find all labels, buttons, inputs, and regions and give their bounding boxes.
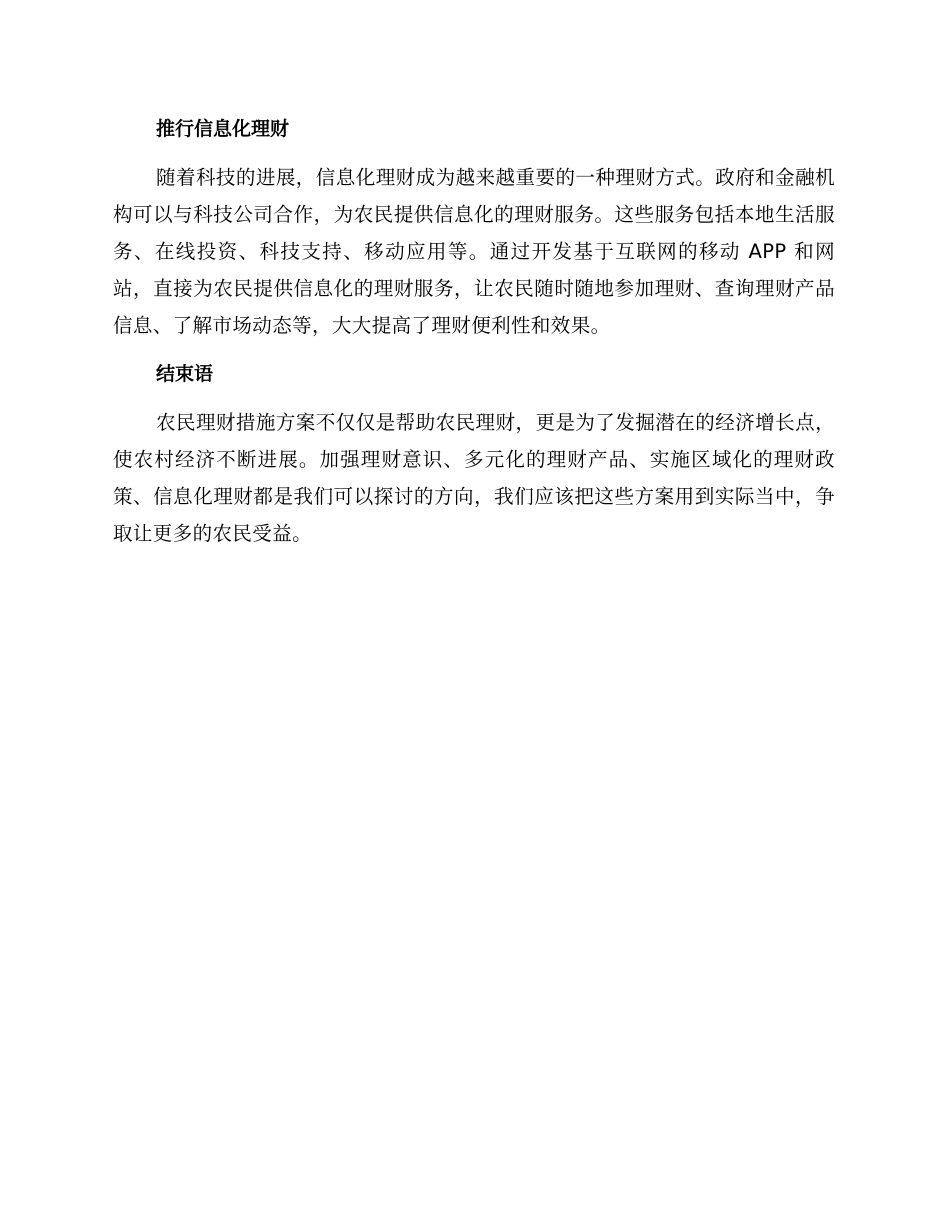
section-information-finance	[113, 112, 835, 344]
section-paragraph: 随着科技的进展，信息化理财成为越来越重要的一种理财方式。政府和金融机构可以与科技公司合作，为农民提供信息化的理财服务。这些服务包括本地生活服务、在线投资、科技支持、移动应用等。通过开发基于互联网的移动 APP 和网站，直接为农民提供信息化的理财服务，让农民随时随地参加理财、查询理财产品信息、了解市场动态等，大大提高了理财便利性和效果。	[113, 166, 835, 337]
document-body	[113, 112, 835, 552]
section-paragraph: 农民理财措施方案不仅仅是帮助农民理财，更是为了发掘潜在的经济增长点，使农村经济不断进展。加强理财意识、多元化的理财产品、实施区域化的理财政策、信息化理财都是我们可以探讨的方向，我们应该把这些方案用到实际当中，争取让更多的农民受益。	[113, 411, 835, 545]
section-conclusion	[113, 357, 835, 552]
section-heading: 推行信息化理财	[156, 118, 290, 140]
section-heading: 结束语	[156, 363, 214, 385]
